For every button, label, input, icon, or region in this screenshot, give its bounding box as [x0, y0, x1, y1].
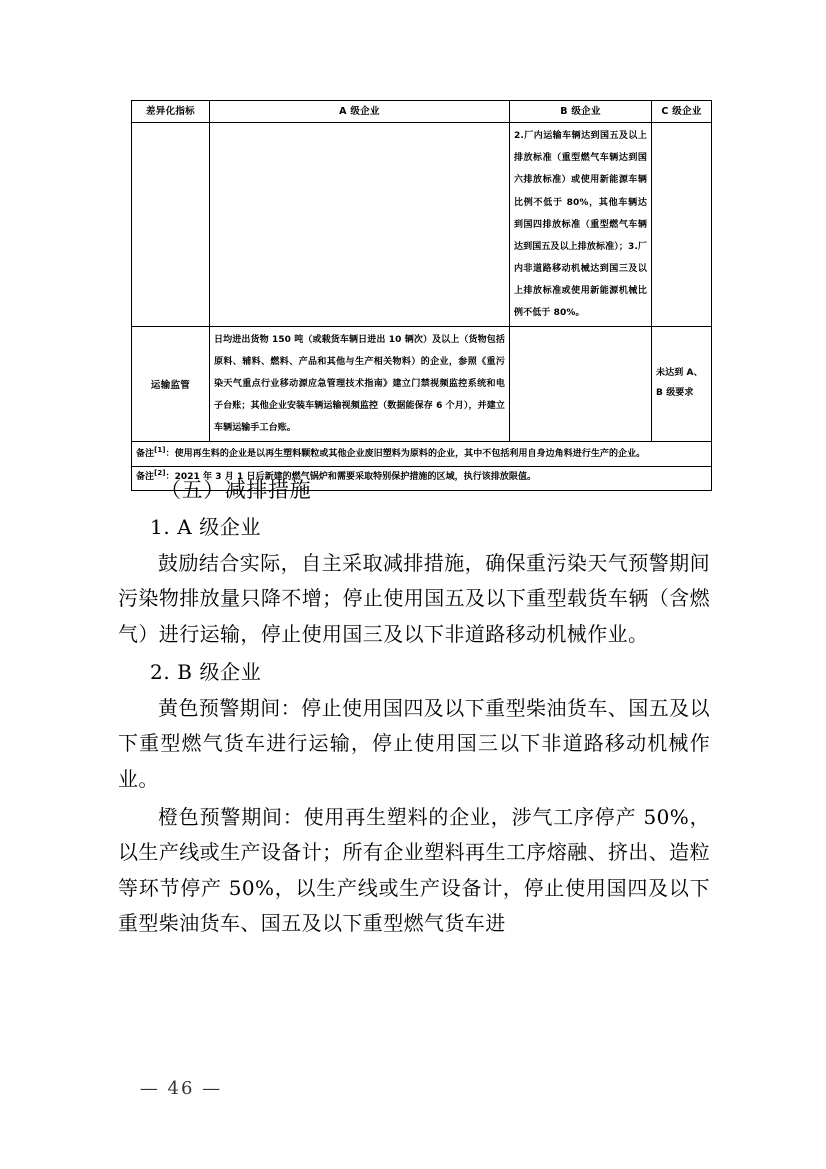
- header-grade-a: A 级企业: [210, 101, 510, 123]
- note-text-1: ：使用再生料的企业是以再生塑料颗粒或其他企业废旧塑料为原料的企业，其中不包括利用自身边角料进行生产的企业。: [165, 449, 646, 460]
- table-header-row: [132, 101, 712, 123]
- differentiated-indicators-table-wrapper: [131, 100, 711, 491]
- page-number: — 46 —: [139, 1078, 223, 1099]
- table-note-1: [132, 442, 712, 467]
- differentiated-indicators-table: [131, 100, 712, 491]
- cell-grade-b-continued: 2.厂内运输车辆达到国五及以上排放标准（重型燃气车辆达到国六排放标准）或使用新能源车辆比例不低于 80%，其他车辆达到国四排放标准（重型燃气车辆达到国五及以上排放标准）；3.厂内非道路移动机械达到国三及以上排放标准或使用新能源机械比例不低于 80%。: [510, 123, 652, 326]
- section-heading: （五）减排措施: [160, 478, 312, 502]
- paragraph-orange-alert: 橙色预警期间：使用再生塑料的企业，涉气工序停产 50%，以生产线或生产设备计；所有企业塑料再生工序熔融、挤出、造粒等环节停产 50%，以生产线或生产设备计，停止使用国四及以下重型柴油货车、国五及以下重型燃气货车进: [118, 804, 710, 936]
- subheading-grade-b: 2. B 级企业: [150, 660, 262, 685]
- note-marker-1: [1]: [154, 446, 166, 455]
- table-row: [132, 326, 712, 441]
- document-body: [118, 471, 710, 942]
- cell-indicator-transport-supervision: 运输监管: [132, 326, 210, 441]
- header-indicator: 差异化指标: [132, 101, 210, 123]
- note-label-2: 备注: [136, 471, 155, 482]
- cell-grade-a-transport-supervision: 日均进出货物 150 吨（或载货车辆日进出 10 辆次）及以上（货物包括原料、辅料、燃料、产品和其他与生产相关物料）的企业，参照《重污染天气重点行业移动源应急管理技术指南》建立门禁视频监控系统和电子台账；其他企业安装车辆运输视频监控（数据能保存 6 个月），并建立车辆运输手工台账。: [210, 326, 510, 441]
- paragraph-grade-a: 鼓励结合实际，自主采取减排措施，确保重污染天气预警期间污染物排放量只降不增；停止使用国五及以下重型载货车辆（含燃气）进行运输，停止使用国三及以下非道路移动机械作业。: [118, 550, 710, 646]
- note-marker-2: [2]: [154, 468, 166, 477]
- page-footer: [0, 1078, 826, 1099]
- table-row: [132, 123, 712, 326]
- cell-grade-c-continued: [652, 123, 712, 326]
- header-grade-c: C 级企业: [652, 101, 712, 123]
- cell-grade-a-continued: [210, 123, 510, 326]
- note-text-2: ：2021 年 3 月 1 日后新建的燃气锅炉和需要采取特别保护措施的区域，执行该排放限值。: [165, 471, 537, 482]
- subheading-grade-a: 1. A 级企业: [150, 515, 262, 540]
- note-label-1: 备注: [136, 449, 155, 460]
- paragraph-yellow-alert: 黄色预警期间：停止使用国四及以下重型柴油货车、国五及以下重型燃气货车进行运输，停止使用国三以下非道路移动机械作业。: [118, 695, 710, 791]
- cell-grade-c-transport-supervision: 未达到 A、B 级要求: [652, 326, 712, 441]
- header-grade-b: B 级企业: [510, 101, 652, 123]
- cell-indicator-continued: [132, 123, 210, 326]
- cell-grade-b-transport-supervision: [510, 326, 652, 441]
- table-note-row: [132, 442, 712, 467]
